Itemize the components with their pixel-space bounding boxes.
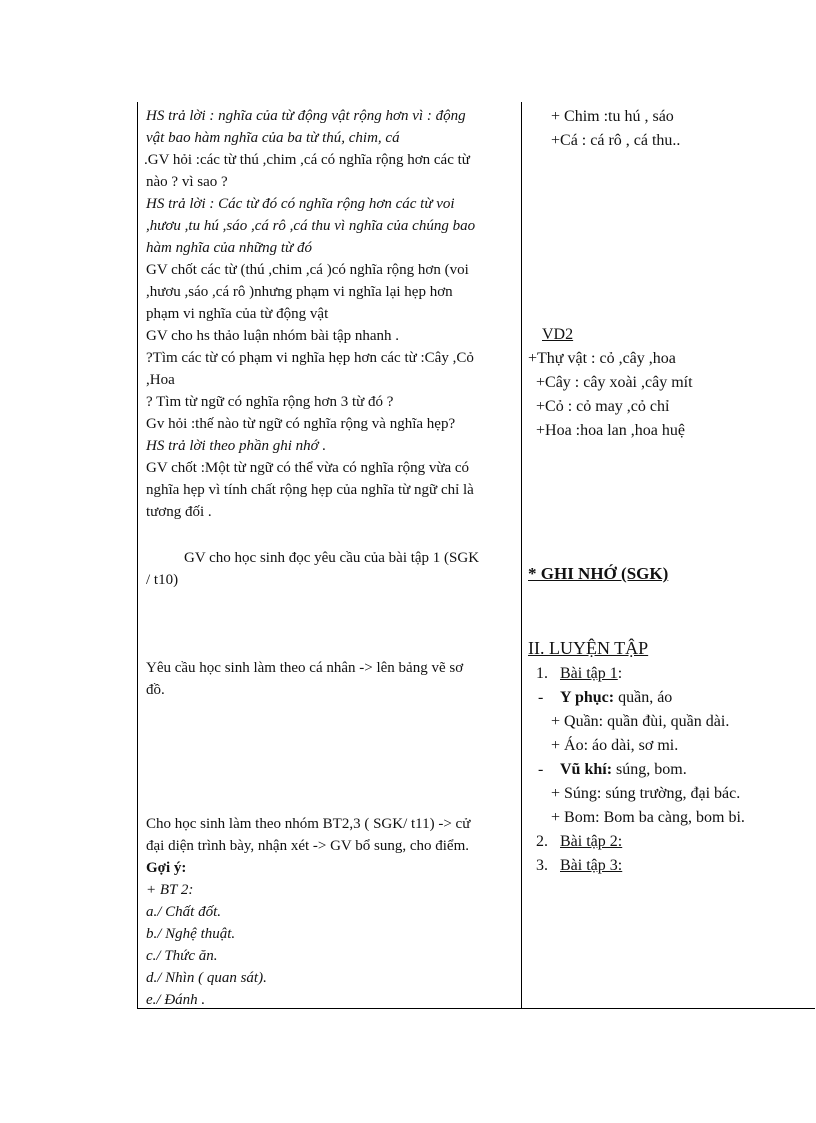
gv-conclusion-2-cont2: tương đối . xyxy=(146,504,212,520)
vd2-heading: VD2 xyxy=(542,326,574,343)
exercise-1-instruction-cont: / t10) xyxy=(146,572,179,588)
example-ca: +Cá : cá rô , cá thu.. xyxy=(551,132,681,149)
gv-question-1-cont: nào ? vì sao ? xyxy=(146,174,228,190)
bt1-title: Bài tập 1 xyxy=(560,665,618,682)
question-narrow-cont: ,Hoa xyxy=(146,372,175,388)
hint-c: c./ Thức ăn. xyxy=(146,948,218,964)
vu-khi-label: Vũ khí: xyxy=(560,761,613,778)
hs-answer-1: HS trả lời : nghĩa của từ động vật rộng hơn vì : động xyxy=(146,108,466,124)
group-task: Cho học sinh làm theo nhóm BT2,3 ( SGK/ t11) -> cử xyxy=(146,816,471,832)
hint-heading: Gợi ý: xyxy=(146,860,187,876)
example-sung: + Súng: súng trường, đại bác. xyxy=(551,785,741,802)
hint-e: e./ Đánh . xyxy=(146,992,206,1008)
luyen-tap-heading: II. LUYỆN TẬP xyxy=(528,638,649,658)
lesson-table xyxy=(137,102,815,1009)
bt1-colon: : xyxy=(617,665,623,682)
gv-conclusion-2-cont: nghĩa hẹp vì tính chất rộng hẹp của nghĩa từ ngữ chỉ là xyxy=(146,482,474,498)
bt3-title: Bài tập 3: xyxy=(560,857,623,874)
dash-y-phuc: - xyxy=(538,689,544,706)
group-task-cont: đại diện trình bày, nhận xét -> GV bổ sung, cho điểm. xyxy=(146,838,469,854)
hint-d: d./ Nhìn ( quan sát). xyxy=(146,970,267,986)
bt1-label xyxy=(560,664,622,684)
hs-answer-2: HS trả lời : Các từ đó có nghĩa rộng hơn các từ voi xyxy=(146,196,455,212)
gv-conclusion-1-cont2: phạm vi nghĩa của từ động vật xyxy=(146,306,329,322)
dash-vu-khi: - xyxy=(538,761,544,778)
gv-conclusion-1: GV chốt các từ (thú ,chim ,cá )có nghĩa rộng hơn (voi xyxy=(146,262,469,278)
hint-b: b./ Nghệ thuật. xyxy=(146,926,236,942)
individual-task: Yêu cầu học sinh làm theo cá nhân -> lên bảng vẽ sơ xyxy=(146,660,464,676)
hs-answer-3: HS trả lời theo phần ghi nhớ . xyxy=(146,438,327,454)
vu-khi-value: súng, bom. xyxy=(612,761,687,778)
example-thuc-vat: +Thự vật : cỏ ,cây ,hoa xyxy=(528,350,676,367)
bt2-title: Bài tập 2: xyxy=(560,833,623,850)
gv-conclusion-1-cont: ,hươu ,sáo ,cá rô )nhưng phạm vi nghĩa lại hẹp hơn xyxy=(146,284,453,300)
hint-bt2: + BT 2: xyxy=(146,882,194,898)
bt3-number: 3. xyxy=(536,857,548,874)
example-co: +Cỏ : cỏ may ,cỏ chỉ xyxy=(536,398,670,415)
ghi-nho-heading: * GHI NHỚ (SGK) xyxy=(528,564,669,583)
example-hoa: +Hoa :hoa lan ,hoa huệ xyxy=(536,422,685,439)
bt1-number: 1. xyxy=(536,665,548,682)
gv-question-1: .GV hỏi :các từ thú ,chim ,cá có nghĩa rộng hơn các từ xyxy=(144,152,470,168)
gv-conclusion-2: GV chốt :Một từ ngữ có thể vừa có nghĩa rộng vừa có xyxy=(146,460,470,476)
example-ao: + Áo: áo dài, sơ mi. xyxy=(551,737,679,754)
column-divider xyxy=(521,102,522,1008)
gv-question-2: Gv hỏi :thế nào từ ngữ có nghĩa rộng và nghĩa hẹp? xyxy=(146,416,456,432)
hs-answer-2-cont2: hàm nghĩa của những từ đó xyxy=(146,240,312,256)
question-broad: ? Tìm từ ngữ có nghĩa rộng hơn 3 từ đó ? xyxy=(146,394,394,410)
example-bom: + Bom: Bom ba càng, bom bi. xyxy=(551,809,745,826)
vu-khi-line xyxy=(560,760,687,780)
hint-a: a./ Chất đốt. xyxy=(146,904,222,920)
y-phuc-line xyxy=(560,688,672,708)
gv-group-task: GV cho hs thảo luận nhóm bài tập nhanh . xyxy=(146,328,400,344)
example-cay: +Cây : cây xoài ,cây mít xyxy=(536,374,693,391)
question-narrow: ?Tìm các từ có phạm vi nghĩa hẹp hơn các từ :Cây ,Cỏ xyxy=(146,350,474,366)
individual-task-cont: đồ. xyxy=(146,682,165,698)
bt2-number: 2. xyxy=(536,833,548,850)
example-chim: + Chim :tu hú , sáo xyxy=(551,108,674,125)
example-quan: + Quần: quần đùi, quần dài. xyxy=(551,713,730,730)
y-phuc-label: Y phục: xyxy=(560,689,615,706)
y-phuc-value: quần, áo xyxy=(614,689,673,706)
hs-answer-2-cont: ,hươu ,tu hú ,sáo ,cá rô ,cá thu vì nghĩa của chúng bao xyxy=(146,218,476,234)
exercise-1-instruction: GV cho học sinh đọc yêu cầu của bài tập 1 (SGK xyxy=(184,550,480,566)
hs-answer-1-cont: vật bao hàm nghĩa của ba từ thú, chim, cá xyxy=(146,130,400,146)
